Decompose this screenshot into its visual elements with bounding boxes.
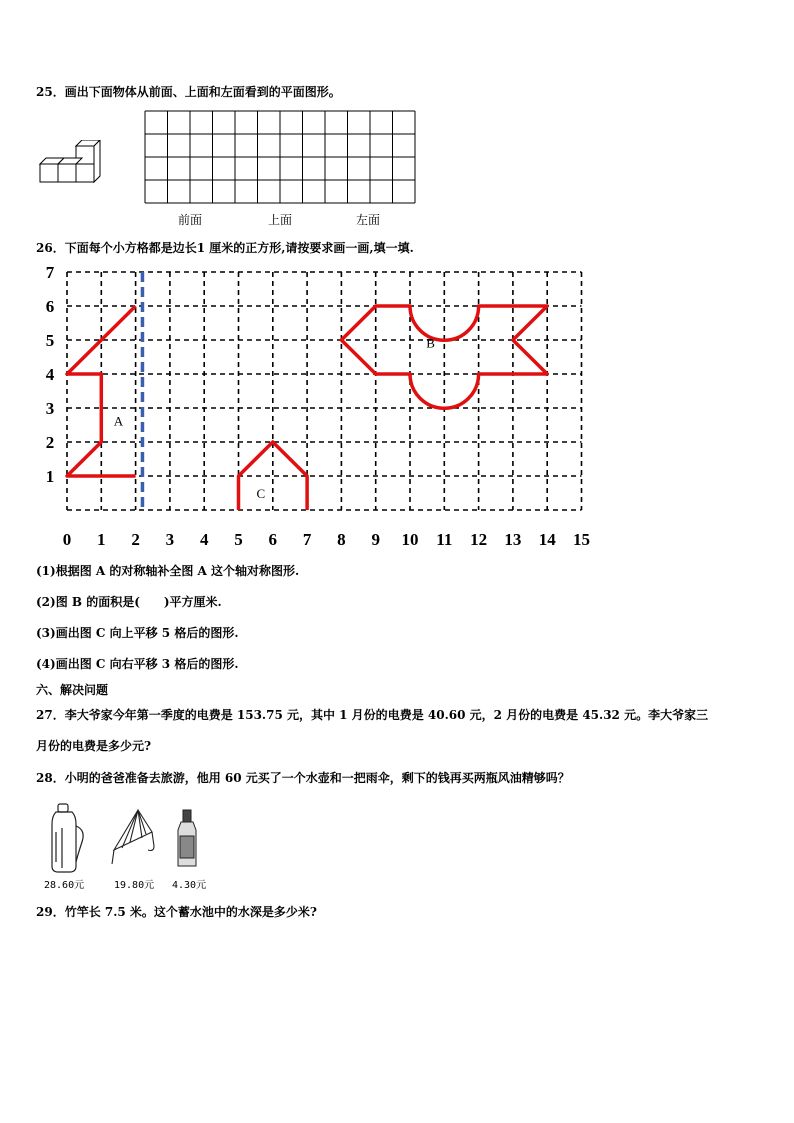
x-tick-label: 1 xyxy=(97,530,106,549)
y-tick-label: 5 xyxy=(45,331,55,350)
shape-b-label: B xyxy=(426,335,435,351)
x-tick-label: 14 xyxy=(538,530,556,549)
q26-sub2: (2)图 B 的面积是( )平方厘米. xyxy=(36,595,222,609)
x-tick-label: 10 xyxy=(401,530,419,549)
label-top: 上面 xyxy=(268,213,293,227)
price-oil: 4.30元 xyxy=(172,880,207,891)
q29-text: 29．竹竿长 7.5 米。这个蓄水池中的水深是多少米? xyxy=(36,905,317,919)
section-heading: 六、解决问题 xyxy=(36,683,109,697)
q28-text: 28．小明的爸爸准备去旅游，他用 60 元买了一个水壶和一把雨伞，剩下的钱再买两瓶风油精够吗？ xyxy=(36,771,570,785)
x-tick-label: 3 xyxy=(165,530,175,549)
shape-a xyxy=(67,306,136,476)
umbrella-image xyxy=(108,806,158,868)
oil-bottle-image xyxy=(172,808,202,870)
x-tick-label: 2 xyxy=(131,530,140,549)
x-tick-label: 4 xyxy=(199,530,209,549)
q26-grid-figure[interactable] xyxy=(30,262,600,552)
x-tick-label: 13 xyxy=(504,530,522,549)
y-tick-label: 7 xyxy=(45,263,55,282)
y-tick-label: 1 xyxy=(45,467,55,486)
price-umbrella: 19.80元 xyxy=(114,880,155,891)
cube-stack-figure xyxy=(38,140,108,188)
q26-text: 26．下面每个小方格都是边长1 厘米的正方形,请按要求画一画,填一填. xyxy=(36,241,414,255)
price-water-bottle: 28.60元 xyxy=(44,880,85,891)
x-tick-label: 12 xyxy=(470,530,488,549)
x-tick-label: 6 xyxy=(268,530,278,549)
shape-c-label: C xyxy=(256,486,266,501)
q25-drawing-grid[interactable] xyxy=(144,110,420,206)
x-tick-label: 9 xyxy=(371,530,380,549)
water-bottle-image xyxy=(42,802,88,874)
x-tick-label: 5 xyxy=(234,530,243,549)
x-tick-label: 7 xyxy=(302,530,312,549)
y-tick-label: 4 xyxy=(45,365,55,384)
label-front: 前面 xyxy=(178,213,203,227)
x-tick-label: 11 xyxy=(436,530,453,549)
q25-text: 25．画出下面物体从前面、上面和左面看到的平面图形。 xyxy=(36,85,341,99)
y-tick-label: 3 xyxy=(45,399,55,418)
x-tick-label: 8 xyxy=(337,530,346,549)
q27-line2: 月份的电费是多少元? xyxy=(36,739,152,753)
label-left: 左面 xyxy=(356,213,381,227)
q27-line1: 27．李大爷家今年第一季度的电费是 153.75 元，其中 1 月份的电费是 40.60 元，2 月份的电费是 45.32 元。李大爷家三 xyxy=(36,708,709,722)
x-tick-label: 15 xyxy=(573,530,590,549)
y-tick-label: 6 xyxy=(45,297,55,316)
shape-a-label: A xyxy=(113,413,124,429)
q26-sub4: (4)画出图 C 向右平移 3 格后的图形. xyxy=(36,657,239,671)
y-tick-label: 2 xyxy=(45,433,55,452)
x-tick-label: 0 xyxy=(62,530,72,549)
q26-sub1: (1)根据图 A 的对称轴补全图 A 这个轴对称图形. xyxy=(36,564,300,578)
q26-sub3: (3)画出图 C 向上平移 5 格后的图形. xyxy=(36,626,239,640)
